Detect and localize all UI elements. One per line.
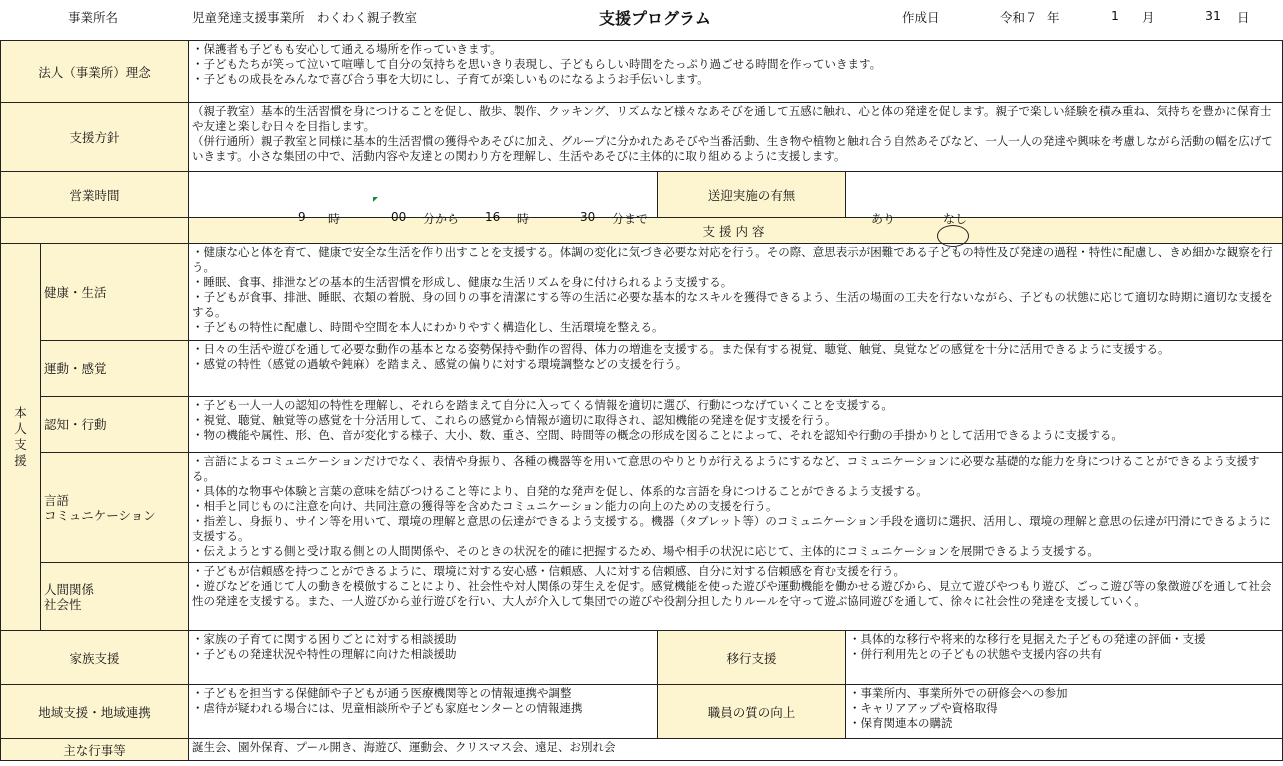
events-row <box>1 739 1283 761</box>
selected-circle-icon <box>937 225 969 247</box>
page-header <box>0 0 1283 36</box>
support-row-cognition <box>1 397 1283 453</box>
support-row-text: ・子ども一人一人の認知の特性を理解し、それらを踏まえて自分に入ってくる情報を適切に選び、行動につなげていくことを支援する。 ・視覚、聴覚、触覚等の感覚を十分活用して、これらの感覚から情報が適切に取得され、認知機能の発達を促す支援を行う。 ・物の機能や属性、形、色、音が変化する様子、大小、数、重さ、空間、時間等の概念の形成を図ることによって、それを認知や行動の手掛かりとして活用できるように支援する。 <box>189 397 1283 453</box>
staff-text: ・事業所内、事業所外での研修会への参加 ・キャリアアップや資格取得 ・保育関連本の購読 <box>846 685 1283 739</box>
self-support-label: 本人支援 <box>1 244 41 631</box>
family-label: 家族支援 <box>1 631 189 685</box>
support-row-text: ・健康な心と体を育て、健康で安全な生活を作り出すことを支援する。体調の変化に気づき必要な対応を行う。その際、意思表示が困難である子どもの特性及び発達の過程・特性に配慮し、きめ細かな観察を行う。 ・睡眠、食事、排泄などの基本的生活習慣を形成し、健康な生活リズムを身に付けられるよう支援する。 ・子どもが食事、排泄、睡眠、衣類の着脱、身の回りの事を清潔にする等の生活に必要な基本的なスキルを獲得できるよう、生活の場面の工夫を行ないながら、子どもの状態に応じて適切な時期に適切な支援をする。 ・子どもの特性に配慮し、時間や空間を本人にわかりやすく構造化し、生活環境を整える。 <box>189 244 1283 341</box>
office-name: 児童発達支援事業所 わくわく親子教室 <box>192 10 418 25</box>
support-row-text: ・子どもが信頼感を持つことができるように、環境に対する安心感・信頼感、人に対する信頼感、自分に対する信頼感を育む支援を行う。 ・遊びなどを通じて人の動きを模倣することにより、社会性や対人関係の芽生えを促す。感覚機能を使った遊びや運動機能を働かせる遊びから、見立て遊びやつもり遊び、ごっこ遊び等の象徴遊びを通して社会性の発達を支援する。また、一人遊びから並行遊びを行い、大人が介入して集団での遊びや役割分担したりルールを守って遊ぶ協同遊びを通して、徐々に社会性の発達を支援していく。 <box>189 563 1283 631</box>
cell-marker-icon <box>373 197 378 202</box>
transition-text: ・具体的な移行や将来的な移行を見据えた子どもの発達の評価・支援 ・併行利用先との子どもの状態や支援内容の共有 <box>846 631 1283 685</box>
support-row-text: ・日々の生活や遊びを通して必要な動作の基本となる姿勢保持や動作の習得、体力の増進を支援する。また保有する視覚、聴覚、触覚、臭覚などの感覚を十分に活用できるように支援する。 ・感覚の特性（感覚の過敏や鈍麻）を踏まえ、感覚の偏りに対する環境調整などの支援を行う。 <box>189 341 1283 397</box>
start-hour-unit: 時 <box>328 211 341 226</box>
support-program-table <box>0 40 1283 761</box>
transport-no: なし <box>943 211 968 226</box>
date-label: 作成日 <box>902 10 940 25</box>
philosophy-row <box>1 41 1283 103</box>
hours-label: 営業時間 <box>1 172 189 218</box>
support-row-label: 言語 コミュニケーション <box>41 453 189 563</box>
transition-label: 移行支援 <box>658 631 846 685</box>
hours-cell <box>189 172 658 226</box>
end-minute: 30 <box>580 209 596 224</box>
start-hour: 9 <box>298 209 306 224</box>
support-header: 支援内容 <box>189 218 1283 244</box>
support-row-motor <box>1 341 1283 397</box>
community-label: 地域支援・地域連携 <box>1 685 189 739</box>
date-day-unit: 日 <box>1237 10 1250 25</box>
hours-row <box>1 172 1283 218</box>
support-row-text: ・言語によるコミュニケーションだけでなく、表情や身振り、各種の機器等を用いて意思のやりとりが行えるようにするなど、コミュニケーションに必要な基礎的な能力を身につけることができるよう支援する。 ・具体的な物事や体験と言葉の意味を結びつけること等により、自発的な発声を促し、体系的な言語を身につけることができるよう支援する。 ・相手と同じものに注意を向け、共同注意の獲得等を含めたコミュニケーション能力の向上のための支援を行う。 ・指差し、身振り、サイン等を用いて、環境の理解と意思の伝達ができるよう支援する。機器（タブレット等）のコミュニケーション手段を適切に選択、活用し、環境の理解と意思の伝達が円滑にできるように支援する。 ・伝えようとする側と受け取る側との人間関係や、そのときの状況を的確に把握するため、場や相手の状況に応じて、主体的にコミュニケーションを展開できるよう支援する。 <box>189 453 1283 563</box>
transport-label: 送迎実施の有無 <box>658 172 846 218</box>
office-label: 事業所名 <box>68 10 119 25</box>
policy-text: （親子教室）基本的生活習慣を身につけることを促し、散歩、製作、クッキング、リズムなど様々なあそびを通して五感に触れ、心と体の発達を促します。親子で楽しい経験を積み重ね、気持ちを豊かに保育士や友達と楽しむ日々を目指します。 （併行通所）親子教室と同様に基本的生活習慣の獲得やあそびに加え、グループに分かれたあそびや当番活動、生き物や植物と触れ合う自然あそびなど、一人一人の発達や興味を考慮しながら活動の幅を広げていきます。小さな集団の中で、活動内容や友達との関わり方を理解し、生活やあそびに主体的に取り組めるように支援します。 <box>189 103 1283 172</box>
family-transition-row <box>1 631 1283 685</box>
minute-until: 分まで <box>612 211 649 226</box>
end-hour: 16 <box>485 209 501 224</box>
support-row-language <box>1 453 1283 563</box>
support-header-blank <box>1 218 189 244</box>
date-month-unit: 月 <box>1142 10 1155 25</box>
transport-yes: あり <box>871 211 896 226</box>
policy-row <box>1 103 1283 172</box>
date-era-year: 令和７ <box>1000 10 1038 25</box>
start-minute: 00 <box>391 209 407 224</box>
support-row-label: 認知・行動 <box>41 397 189 453</box>
date-month: 1 <box>1111 8 1119 23</box>
page-title: 支援プログラム <box>599 9 711 28</box>
staff-label: 職員の質の向上 <box>658 685 846 739</box>
events-text: 誕生会、園外保育、プール開き、海遊び、運動会、クリスマス会、遠足、お別れ会 <box>189 739 1283 761</box>
philosophy-label: 法人（事業所）理念 <box>1 41 189 103</box>
community-text: ・子どもを担当する保健師や子どもが通う医療機関等との情報連携や調整 ・虐待が疑われる場合には、児童相談所や子ども家庭センターとの情報連携 <box>189 685 658 739</box>
family-text: ・家族の子育てに関する困りごとに対する相談援助 ・子どもの発達状況や特性の理解に向けた相談援助 <box>189 631 658 685</box>
transport-no-wrap <box>943 210 967 227</box>
support-row-label: 運動・感覚 <box>41 341 189 397</box>
philosophy-text: ・保護者も子どもも安心して通える場所を作っていきます。 ・子どもたちが笑って泣いて喧嘩して自分の気持ちを思いきり表現し、子どもらしい時間をたっぷり過ごせる時間を作っていきます。 ・子どもの成長をみんなで喜び合う事を大切にし、子育てが楽しいものになるようお手伝いします。 <box>189 41 1283 103</box>
support-row-label: 人間関係 社会性 <box>41 563 189 631</box>
support-row-label: 健康・生活 <box>41 244 189 341</box>
date-day: 31 <box>1205 8 1221 23</box>
policy-label: 支援方針 <box>1 103 189 172</box>
minute-from: 分から <box>423 211 460 226</box>
support-row-social <box>1 563 1283 631</box>
community-staff-row <box>1 685 1283 739</box>
support-row-health <box>1 244 1283 341</box>
end-hour-unit: 時 <box>517 211 530 226</box>
events-label: 主な行事等 <box>1 739 189 761</box>
date-year-unit: 年 <box>1047 10 1060 25</box>
transport-cell <box>846 172 1283 226</box>
